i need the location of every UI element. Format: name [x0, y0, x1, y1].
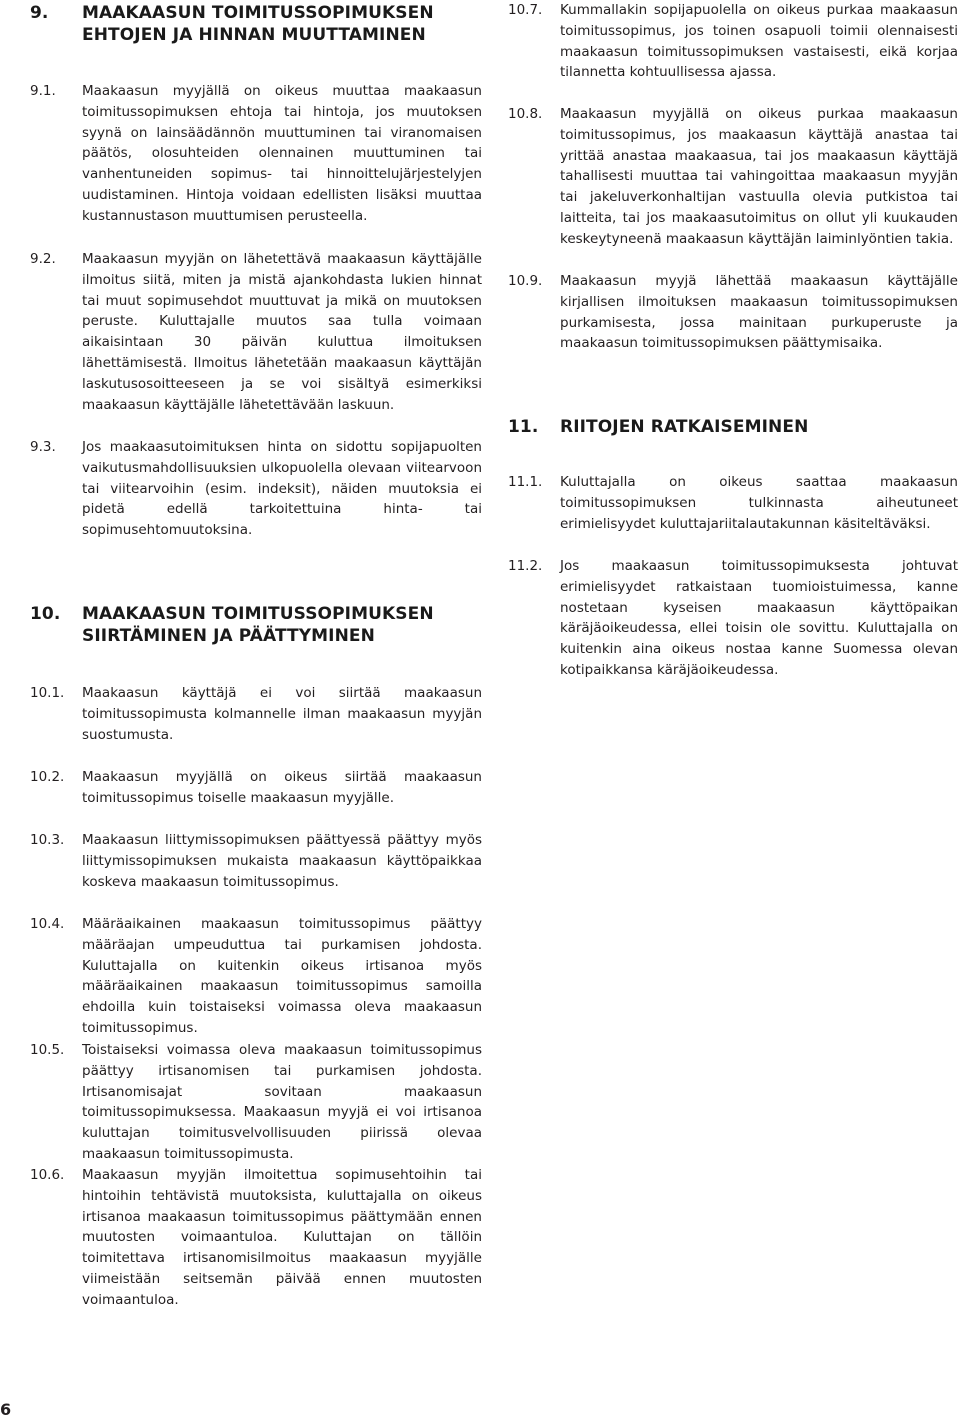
clause-number: 10.3.: [30, 832, 65, 848]
clause-text: Maakaasun myyjällä on oikeus purkaa maakaasun toimitussopimus, jos maakaasun käyttäjä anastaa tai yrittää anastaa maakaasua, tai jos maakaasun käyttäjä tahallisesti muuttaa tai vahingoittaa maakaasun myyjän tai jakeluverkonhaltijan vastuulla olevia putkistoa tai laitteita, tai jos maakaasutoimitus on ollut yli kuukauden keskeytyneenä maakaasun käyttäjän laiminlyöntien takia.: [560, 106, 958, 247]
clause-number: 10.7.: [508, 2, 543, 18]
heading-number: 9.: [30, 3, 49, 23]
clause-text: Maakaasun myyjällä on oikeus siirtää maakaasun toimitussopimus toiselle maakaasun myyjälle.: [82, 769, 482, 806]
clause-text: Maakaasun myyjä lähettää maakaasun käyttäjälle kirjallisen ilmoituksen maakaasun toimitussopimuksen purkamisesta, jossa mainitaan purkuperuste ja maakaasun toimitussopimuksen päättymisaika.: [560, 273, 958, 352]
section-heading-10: [30, 603, 482, 647]
clause-10-2: [30, 767, 482, 809]
clause-11-2: [508, 556, 958, 681]
clause-9-2: [30, 249, 482, 415]
clause-10-3: [30, 830, 482, 892]
clause-10-5: [30, 1040, 482, 1165]
clause-text: Toistaiseksi voimassa oleva maakaasun toimitussopimus päättyy irtisanomisen tai purkamisen johdosta. Irtisanomisajat sovitaan maakaasun toimitussopimuksessa. Maakaasun myyjä ei voi irtisanoa kuluttajan toimitusvelvollisuuden piirissä olevaa maakaasun toimitussopimusta.: [82, 1042, 482, 1162]
clause-10-8: [508, 104, 958, 250]
clause-text: Maakaasun myyjän on lähetettävä maakaasun käyttäjälle ilmoitus siitä, miten ja mistä ajankohdasta lukien hinnat tai muut sopimusehdot muuttuvat ja mikä on muutoksen peruste. Kuluttajalle muutos saa tulla voimaan aikaisintaan 30 päivän kuluttua ilmoituksen lähettämisestä. Ilmoitus lähetetään maakaasun käyttäjän laskutusosoitteeseen ja se voi sisältyä esimerkiksi maakaasun käyttäjälle lähetettävään laskuun.: [82, 251, 482, 413]
clause-number: 10.2.: [30, 769, 65, 785]
clause-text: Kuluttajalla on oikeus saattaa maakaasun toimitussopimuksen tulkinnasta aiheutuneet erimielisyydet kuluttajariitalautakunnan käsiteltäväksi.: [560, 474, 958, 532]
clause-number: 10.6.: [30, 1167, 65, 1183]
clause-11-1: [508, 472, 958, 534]
clause-number: 10.9.: [508, 273, 543, 289]
clause-10-1: [30, 683, 482, 745]
page-number: 6: [0, 1400, 12, 1419]
clause-number: 9.1.: [30, 83, 56, 99]
section-heading-9: [30, 2, 482, 46]
clause-text: Maakaasun myyjän ilmoitettua sopimusehtoihin tai hintoihin tehtävistä muutoksista, kuluttajalla on oikeus irtisanoa maakaasun toimitussopimus päättymään ennen muutosten voimaantuloa. Kuluttajan on tällöin toimitettava irtisanomisilmoitus maakaasun myyjälle viimeistään seitsemän päivää ennen muutosten voimaantuloa.: [82, 1167, 482, 1308]
clause-number: 11.1.: [508, 474, 543, 490]
clause-number: 10.1.: [30, 685, 65, 701]
clause-text: Jos maakaasutoimituksen hinta on sidottu sopijapuolten vaikutusmahdollisuuksien ulkopuolella olevaan viitearvoon tai viitearvoihin (esim. indeksit), näiden muutoksia ei pidetä edellä tarkoitettuina hinta- tai sopimusehtomuutoksina.: [82, 439, 482, 539]
clause-text: Kummallakin sopijapuolella on oikeus purkaa maakaasun toimitussopimus, jos toinen osapuoli toimii olennaisesti maakaasun toimitussopimuksen vastaisesti, eikä korjaa tilannetta kohtuullisessa ajassa.: [560, 2, 958, 81]
clause-text: Maakaasun myyjällä on oikeus muuttaa maakaasun toimitussopimuksen ehtoja tai hintoja, jos muutoksen syynä on lainsäädännön muuttuminen tai viranomaisen päätös, olosuhteiden olennainen muuttuminen tai vanhentuneiden sopimus- tai hinnoittelujärjestelyjen uudistaminen. Hintoja voidaan edellisten lisäksi muuttaa kustannustason muuttumisen perusteella.: [82, 83, 482, 224]
heading-number: 10.: [30, 604, 61, 624]
heading-title: RIITOJEN RATKAISEMINEN: [560, 417, 809, 437]
clause-number: 9.3.: [30, 439, 56, 455]
clause-text: Jos maakaasun toimitussopimuksesta johtuvat erimielisyydet ratkaistaan tuomioistuimessa, kanne nostetaan kyseisen maakaasun käyttöpaikan käräjäoikeudessa, ellei toisin ole sovittu. Kuluttajalla on kuitenkin aina oikeus nostaa kanne Suomessa olevan kotipaikkansa käräjäoikeudessa.: [560, 558, 958, 678]
clause-text: Määräaikainen maakaasun toimitussopimus päättyy määräajan umpeuduttua tai purkamisen johdosta. Kuluttajalla on kuitenkin oikeus irtisanoa myös määräaikainen maakaasun toimitussopimus samoilla ehdoilla kuin toistaiseksi voimassa oleva maakaasun toimitussopimus.: [82, 916, 482, 1036]
clause-number: 10.4.: [30, 916, 65, 932]
clause-number: 11.2.: [508, 558, 543, 574]
clause-number: 10.5.: [30, 1042, 65, 1058]
clause-number: 10.8.: [508, 106, 543, 122]
clause-10-6: [30, 1165, 482, 1311]
section-heading-11: [508, 416, 958, 438]
clause-10-4: [30, 914, 482, 1039]
clause-9-3: [30, 437, 482, 541]
clause-text: Maakaasun käyttäjä ei voi siirtää maakaasun toimitussopimusta kolmannelle ilman maakaasun myyjän suostumusta.: [82, 685, 482, 743]
clause-9-1: [30, 81, 482, 227]
heading-title: MAAKAASUN TOIMITUSSOPIMUKSEN EHTOJEN JA HINNAN MUUTTAMINEN: [82, 3, 434, 45]
heading-number: 11.: [508, 417, 539, 437]
clause-10-9: [508, 271, 958, 354]
clause-number: 9.2.: [30, 251, 56, 267]
clause-10-7: [508, 0, 958, 83]
heading-title: MAAKAASUN TOIMITUSSOPIMUKSEN SIIRTÄMINEN JA PÄÄTTYMINEN: [82, 604, 434, 646]
clause-text: Maakaasun liittymissopimuksen päättyessä päättyy myös liittymissopimuksen mukaista maakaasun käyttöpaikkaa koskeva maakaasun toimitussopimus.: [82, 832, 482, 890]
